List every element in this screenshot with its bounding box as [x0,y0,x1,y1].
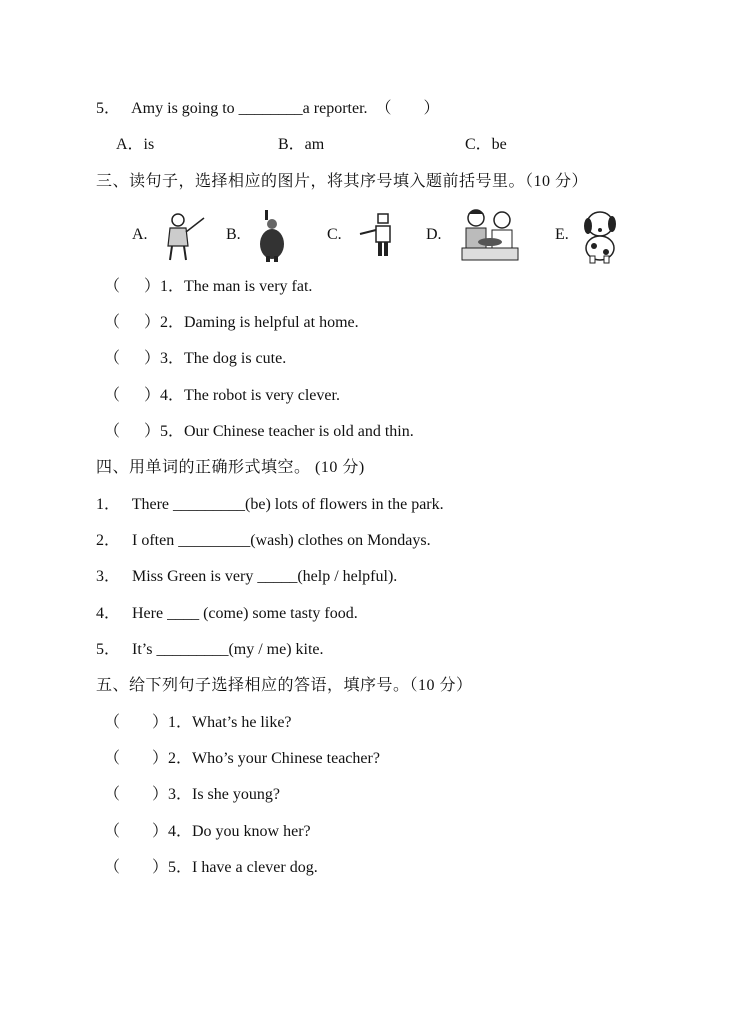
worker-picture [158,208,208,263]
section-5-item-3: （ ）3．Is she young? [104,786,280,803]
section-3-item-3: （ ）3．The dog is cute. [104,350,287,367]
dog-picture [578,208,620,264]
section-5-title: 五、给下列句子选择相应的答语，填序号。（10 分） [96,677,473,694]
section-4-title: 四、用单词的正确形式填空。 (10 分) [96,459,365,476]
question-5: 5． Amy is going to ________a reporter. （ ） [96,100,440,117]
pic-label-b: B. [226,226,241,243]
option-a: A．is [116,136,155,153]
option-c: C．be [465,136,507,153]
section-4-item-3: 3． Miss Green is very _____(help / helpful). [96,568,398,585]
section-5-item-2: （ ）2．Who’s your Chinese teacher? [104,750,380,767]
pic-label-a: A. [132,226,148,243]
robot-picture [356,212,396,260]
option-b: B．am [278,136,325,153]
section-3-item-1: （ ）1．The man is very fat. [104,278,313,295]
section-3-item-5: （ ）5．Our Chinese teacher is old and thin. [104,423,414,440]
section-4-item-4: 4． Here ____ (come) some tasty food. [96,605,358,622]
section-3-item-4: （ ）4．The robot is very clever. [104,387,340,404]
section-3-item-2: （ ）2．Daming is helpful at home. [104,314,359,331]
pic-label-e: E. [555,226,569,243]
section-5-item-1: （ ）1．What’s he like? [104,714,292,731]
fat-man-picture [256,210,288,262]
pic-label-d: D. [426,226,442,243]
cooking-picture [460,206,520,262]
section-5-item-4: （ ）4．Do you know her? [104,823,311,840]
section-3-title: 三、读句子，选择相应的图片，将其序号填入题前括号里。（10 分） [96,173,589,190]
section-4-item-5: 5． It’s _________(my / me) kite. [96,641,324,658]
section-4-item-2: 2． I often _________(wash) clothes on Mondays. [96,532,431,549]
section-5-item-5: （ ）5．I have a clever dog. [104,859,318,876]
pic-label-c: C. [327,226,342,243]
section-4-item-1: 1． There _________(be) lots of flowers in the park. [96,496,444,513]
